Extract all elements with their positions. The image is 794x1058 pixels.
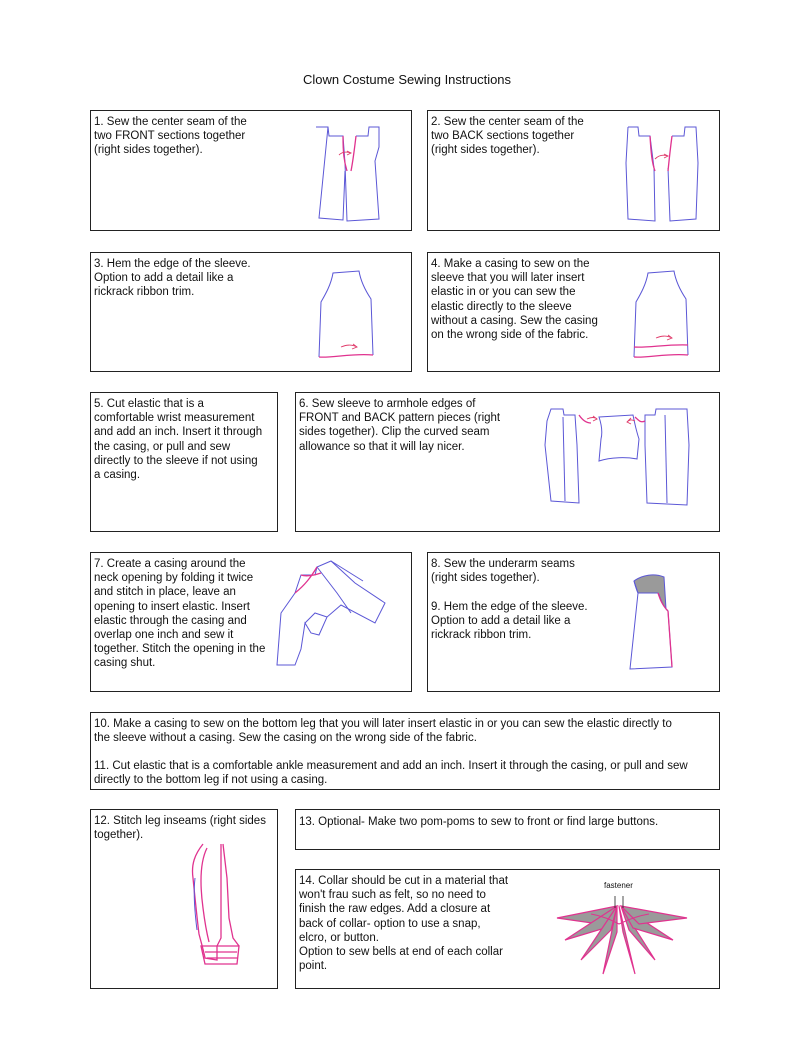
step-10-text: 10. Make a casing to sew on the bottom leg that you will later insert elastic in or you can sew the elastic directly to the sleeve without a casing. Sew the casing on the wrong side of the fabric. (94, 718, 672, 745)
step-5-box (90, 392, 278, 532)
step-1-box (90, 110, 412, 231)
fastener-label: fastener (604, 881, 633, 890)
step-9-text: 9. Hem the edge of the sleeve. Option to add a detail like a rickrack ribbon trim. (431, 601, 588, 642)
step-11-text: 11. Cut elastic that is a comfortable ankle measurement and add an inch. Insert it through the casing, or pull and sew directly to the bottom leg if not using a casing. (94, 760, 688, 787)
page-title: Clown Costume Sewing Instructions (302, 72, 512, 87)
underarm-sleeve-sketch (624, 571, 694, 671)
sleeve-attach-sketch (541, 405, 701, 510)
step-7-text: 7. Create a casing around the neck opening by folding it twice and stitch in place, leave an opening to insert elastic. Insert elastic through the casing and overlap one inch and sew it together. Stitch the opening in the casing shut. (94, 558, 266, 670)
step-12-box (90, 809, 278, 989)
front-pants-sketch (313, 123, 388, 223)
collar-sketch (551, 890, 696, 985)
step-12-text: 12. Stitch leg inseams (right sides together). (94, 815, 266, 842)
sleeve-casing-sketch (628, 267, 698, 362)
sleeve-hem-sketch (313, 267, 383, 362)
step-8-text: 8. Sew the underarm seams (right sides together). (431, 558, 575, 585)
step-2-text: 2. Sew the center seam of the two BACK sections together (right sides together). (431, 116, 584, 157)
back-pants-sketch (624, 123, 704, 223)
step-3-box (90, 252, 412, 372)
step-3-text: 3. Hem the edge of the sleeve. Option to add a detail like a rickrack ribbon trim. (94, 258, 251, 299)
step-13-text: 13. Optional- Make two pom-poms to sew to front or find large buttons. (299, 816, 659, 828)
step-5-text: 5. Cut elastic that is a comfortable wrist measurement and add an inch. Insert it through the casing, or pull and sew directly to the sleeve if not using a casing. (94, 398, 263, 482)
neck-casing-sketch (271, 553, 411, 673)
step-7-box (90, 552, 412, 692)
step-4-text: 4. Make a casing to sew on the sleeve that you will later insert elastic in or you can sew the elastic directly to the sleeve without a casing. Sew the casing on the wrong side of the fabric. (431, 258, 598, 342)
step-6-text: 6. Sew sleeve to armhole edges of FRONT and BACK pattern pieces (right sides together). Clip the curved seam allowance so that it will lay nicer. (299, 398, 501, 453)
step-8-box (427, 552, 720, 692)
step-14-text: 14. Collar should be cut in a material that won't frau such as felt, so no need to finish the raw edges. Add a closure at back of collar- option to use a snap, elcro, or button. Option to sew bells at end of each collar point. (299, 875, 509, 973)
step-10-box (90, 712, 720, 790)
step-14-box (295, 869, 720, 989)
step-2-box (427, 110, 720, 231)
step-13-box (295, 809, 720, 850)
step-6-box (295, 392, 720, 532)
step-1-text: 1. Sew the center seam of the two FRONT sections together (right sides together). (94, 116, 247, 157)
leg-inseam-sketch (181, 838, 251, 978)
step-4-box (427, 252, 720, 372)
